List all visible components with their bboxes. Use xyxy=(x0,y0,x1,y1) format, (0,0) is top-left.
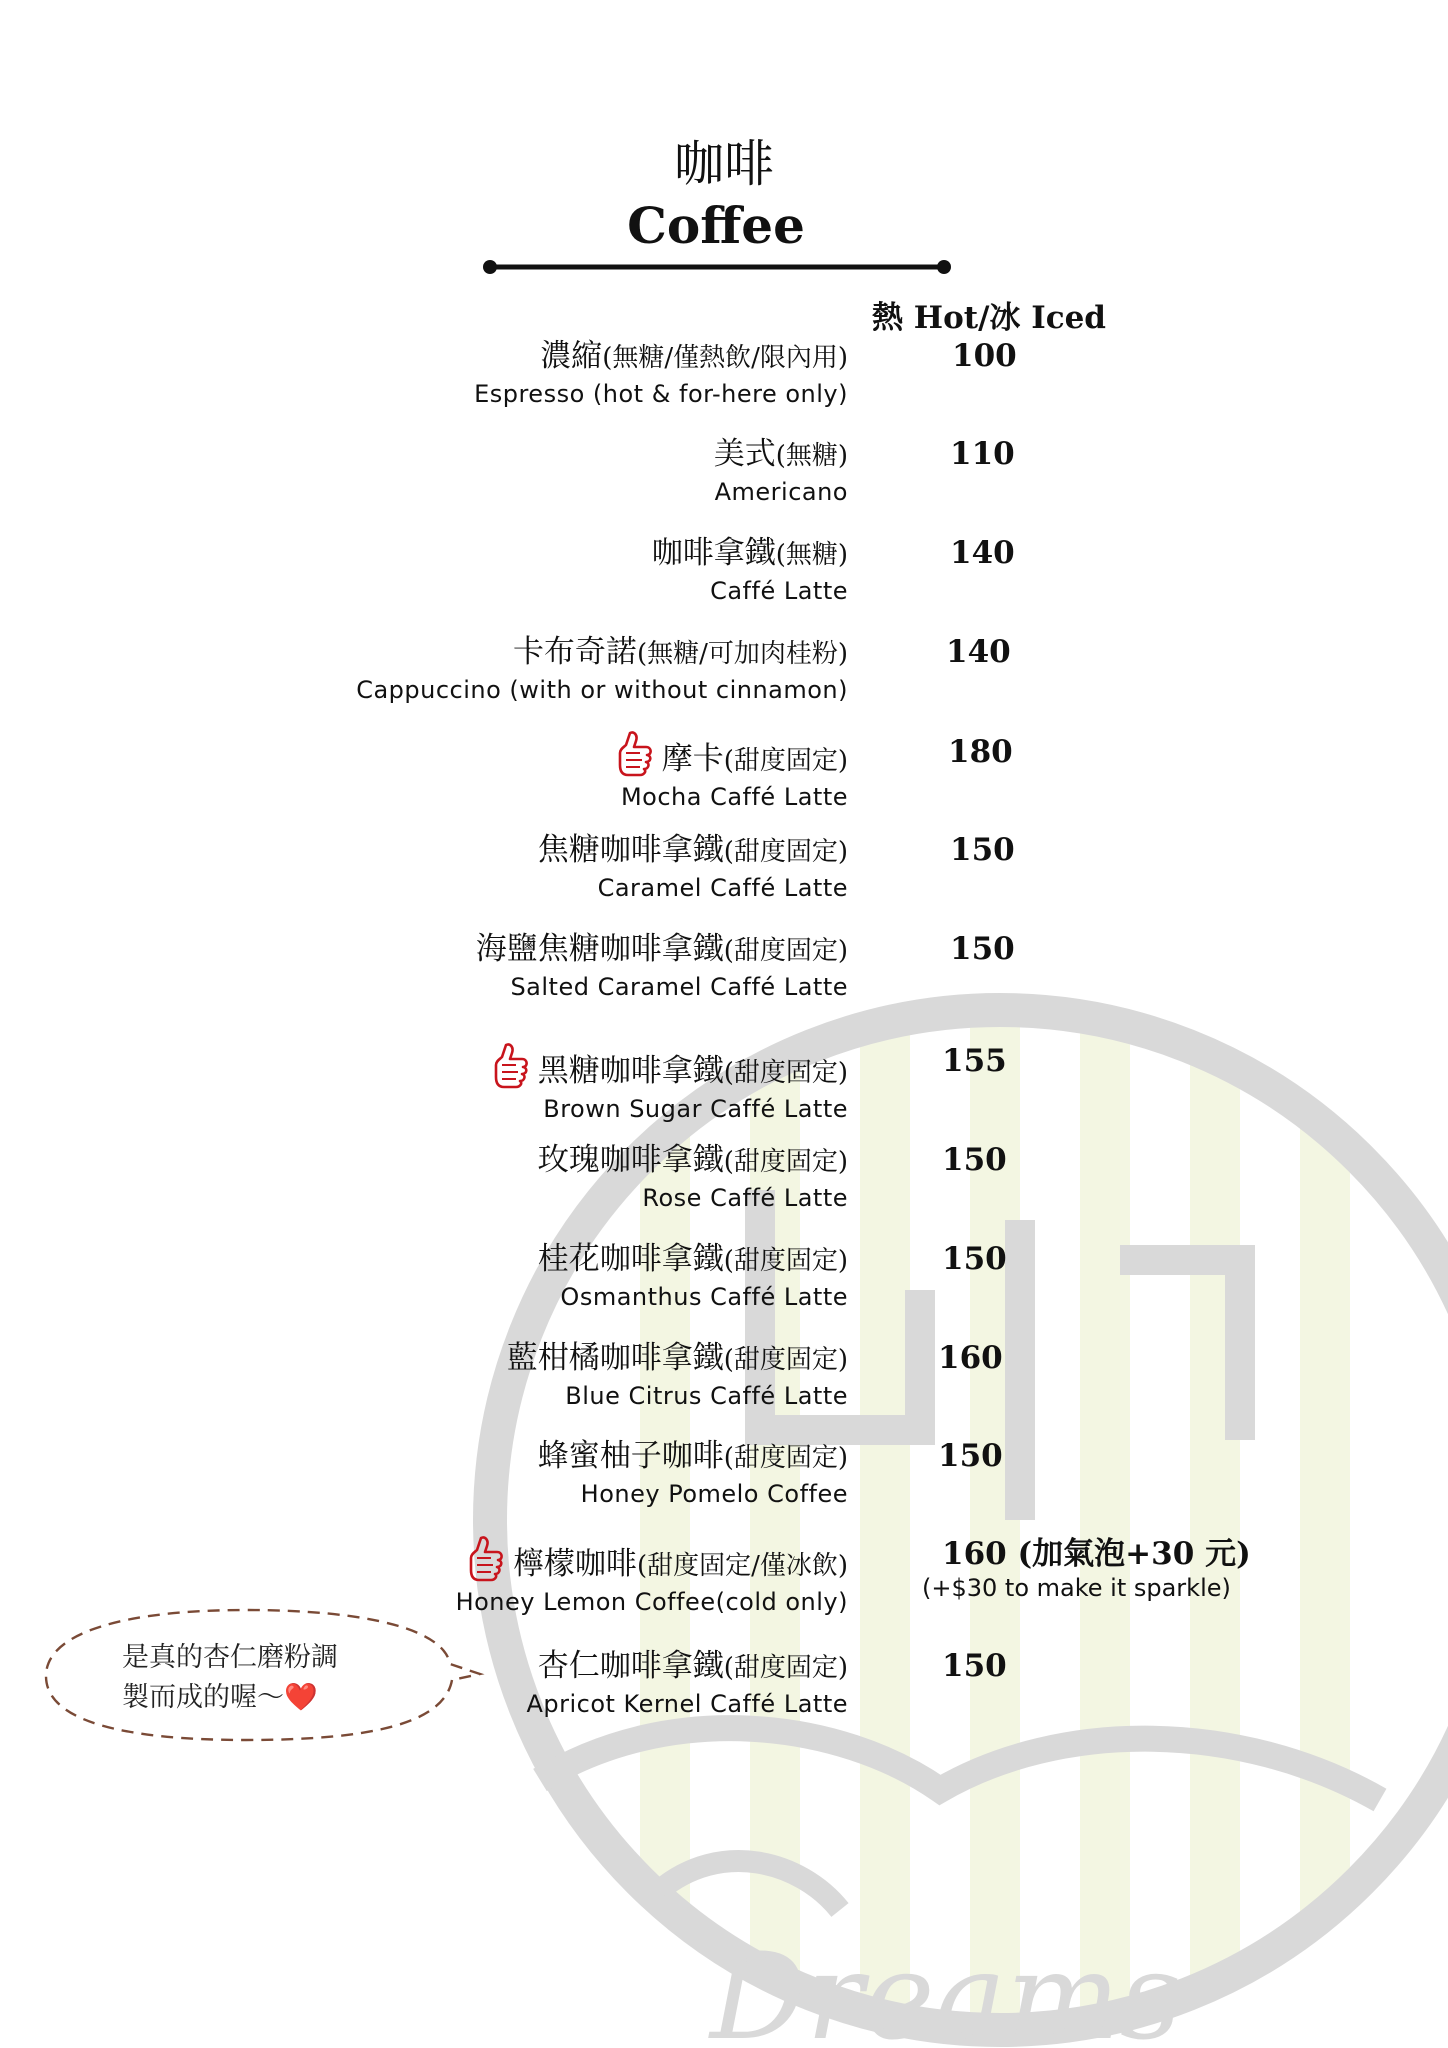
item-note-zh: (甜度固定) xyxy=(723,1058,848,1088)
menu-item-mocha xyxy=(616,729,848,813)
item-name-zh: 濃縮 xyxy=(540,338,603,374)
item-note-zh: (甜度固定) xyxy=(723,746,848,776)
item-name-en: Espresso (hot & for-here only) xyxy=(474,380,848,408)
price-americano: 110 xyxy=(950,436,1015,472)
page-title-zh: 咖啡 xyxy=(674,135,774,193)
item-name-en: Caffé Latte xyxy=(710,577,848,605)
price-sparkle-note: (+$30 to make it sparkle) xyxy=(922,1574,1231,1602)
item-note-zh: (甜度固定) xyxy=(723,837,848,867)
item-name-zh: 杏仁咖啡拿鐵 xyxy=(537,1648,724,1684)
price-caramel-latte: 150 xyxy=(950,832,1015,868)
price-blue-citrus-latte: 160 xyxy=(938,1340,1003,1376)
item-note-zh: (甜度固定) xyxy=(723,1345,848,1375)
menu-item-brown-sugar-latte xyxy=(492,1041,848,1125)
menu-item-osmanthus-latte xyxy=(538,1239,848,1313)
price-rose-latte: 150 xyxy=(942,1142,1007,1178)
watermark-text: Dreams xyxy=(710,1928,1182,2048)
item-note-zh: (無糖) xyxy=(775,540,848,570)
price-apricot-kernel-latte: 150 xyxy=(942,1648,1007,1684)
item-name-en: Honey Pomelo Coffee xyxy=(580,1480,848,1508)
item-note-zh: (甜度固定) xyxy=(723,1443,848,1473)
item-name-en: Rose Caffé Latte xyxy=(642,1184,848,1212)
item-name-en: Caramel Caffé Latte xyxy=(597,874,848,902)
item-note-zh: (甜度固定) xyxy=(723,1653,848,1683)
item-name-en: Cappuccino (with or without cinnamon) xyxy=(356,676,848,704)
item-name-zh: 卡布奇諾 xyxy=(512,634,637,670)
item-name-en: Osmanthus Caffé Latte xyxy=(560,1283,848,1311)
item-name-en: Americano xyxy=(714,478,848,506)
menu-item-honey-pomelo-coffee xyxy=(538,1436,848,1510)
item-name-zh: 焦糖咖啡拿鐵 xyxy=(537,832,724,868)
item-name-zh: 檸檬咖啡 xyxy=(512,1546,637,1582)
item-name-zh: 桂花咖啡拿鐵 xyxy=(537,1241,724,1277)
item-note-zh: (甜度固定) xyxy=(723,1246,848,1276)
thumbs-up-icon xyxy=(492,1041,534,1089)
title-divider xyxy=(482,259,952,275)
thumbs-up-icon xyxy=(616,729,658,777)
item-note-zh: (甜度固定/僅冰飲) xyxy=(636,1551,848,1581)
price-salted-caramel-latte: 150 xyxy=(950,931,1015,967)
item-note-zh: (無糖/僅熱飲/限內用) xyxy=(602,343,848,373)
item-name-zh: 摩卡 xyxy=(661,741,724,777)
item-name-zh: 藍柑橘咖啡拿鐵 xyxy=(506,1340,724,1376)
price-osmanthus-latte: 150 xyxy=(942,1241,1007,1277)
item-name-en: Blue Citrus Caffé Latte xyxy=(565,1382,848,1410)
menu-item-caramel-latte xyxy=(538,830,848,904)
item-name-zh: 玫瑰咖啡拿鐵 xyxy=(537,1142,724,1178)
item-name-zh: 黑糖咖啡拿鐵 xyxy=(537,1053,724,1089)
price-mocha: 180 xyxy=(948,734,1013,770)
heart-icon: ❤️ xyxy=(284,1682,318,1713)
item-name-en: Mocha Caffé Latte xyxy=(620,783,848,811)
thumbs-up-icon xyxy=(467,1534,509,1582)
item-name-en: Apricot Kernel Caffé Latte xyxy=(526,1690,848,1718)
page-title-en: Coffee xyxy=(627,196,805,255)
price-cappuccino: 140 xyxy=(946,634,1011,670)
item-name-en: Salted Caramel Caffé Latte xyxy=(510,973,848,1001)
price-espresso: 100 xyxy=(952,338,1017,374)
item-name-zh: 咖啡拿鐵 xyxy=(651,535,776,571)
menu-item-americano xyxy=(714,434,848,508)
price-brown-sugar-latte: 155 xyxy=(942,1043,1007,1079)
price-honey-lemon-coffee: 160 (加氣泡+30 元) xyxy=(942,1536,1251,1572)
callout-text xyxy=(122,1638,338,1718)
menu-item-apricot-kernel-latte xyxy=(526,1646,848,1720)
menu-item-cappuccino xyxy=(356,632,848,706)
item-name-zh: 海鹽焦糖咖啡拿鐵 xyxy=(475,931,724,967)
callout-line-1: 是真的杏仁磨粉調 xyxy=(122,1642,338,1673)
callout-line-2: 製而成的喔～ xyxy=(122,1682,284,1713)
item-name-en: Honey Lemon Coffee(cold only) xyxy=(455,1588,848,1616)
price-honey-pomelo-coffee: 150 xyxy=(938,1438,1003,1474)
price-caffe-latte: 140 xyxy=(950,535,1015,571)
item-note-zh: (無糖) xyxy=(775,441,848,471)
item-note-zh: (甜度固定) xyxy=(723,936,848,966)
menu-item-salted-caramel-latte xyxy=(476,929,848,1003)
item-note-zh: (甜度固定) xyxy=(723,1147,848,1177)
item-name-zh: 美式 xyxy=(713,436,776,472)
menu-item-caffe-latte xyxy=(652,533,848,607)
menu-item-blue-citrus-latte xyxy=(507,1338,848,1412)
item-name-en: Brown Sugar Caffé Latte xyxy=(543,1095,848,1123)
item-name-zh: 蜂蜜柚子咖啡 xyxy=(537,1438,724,1474)
menu-item-honey-lemon-coffee xyxy=(456,1534,848,1618)
item-note-zh: (無糖/可加肉桂粉) xyxy=(636,639,848,669)
menu-item-rose-latte xyxy=(538,1140,848,1214)
menu-item-espresso xyxy=(474,336,848,410)
price-column-header: 熱 Hot/冰 Iced xyxy=(872,300,1106,336)
